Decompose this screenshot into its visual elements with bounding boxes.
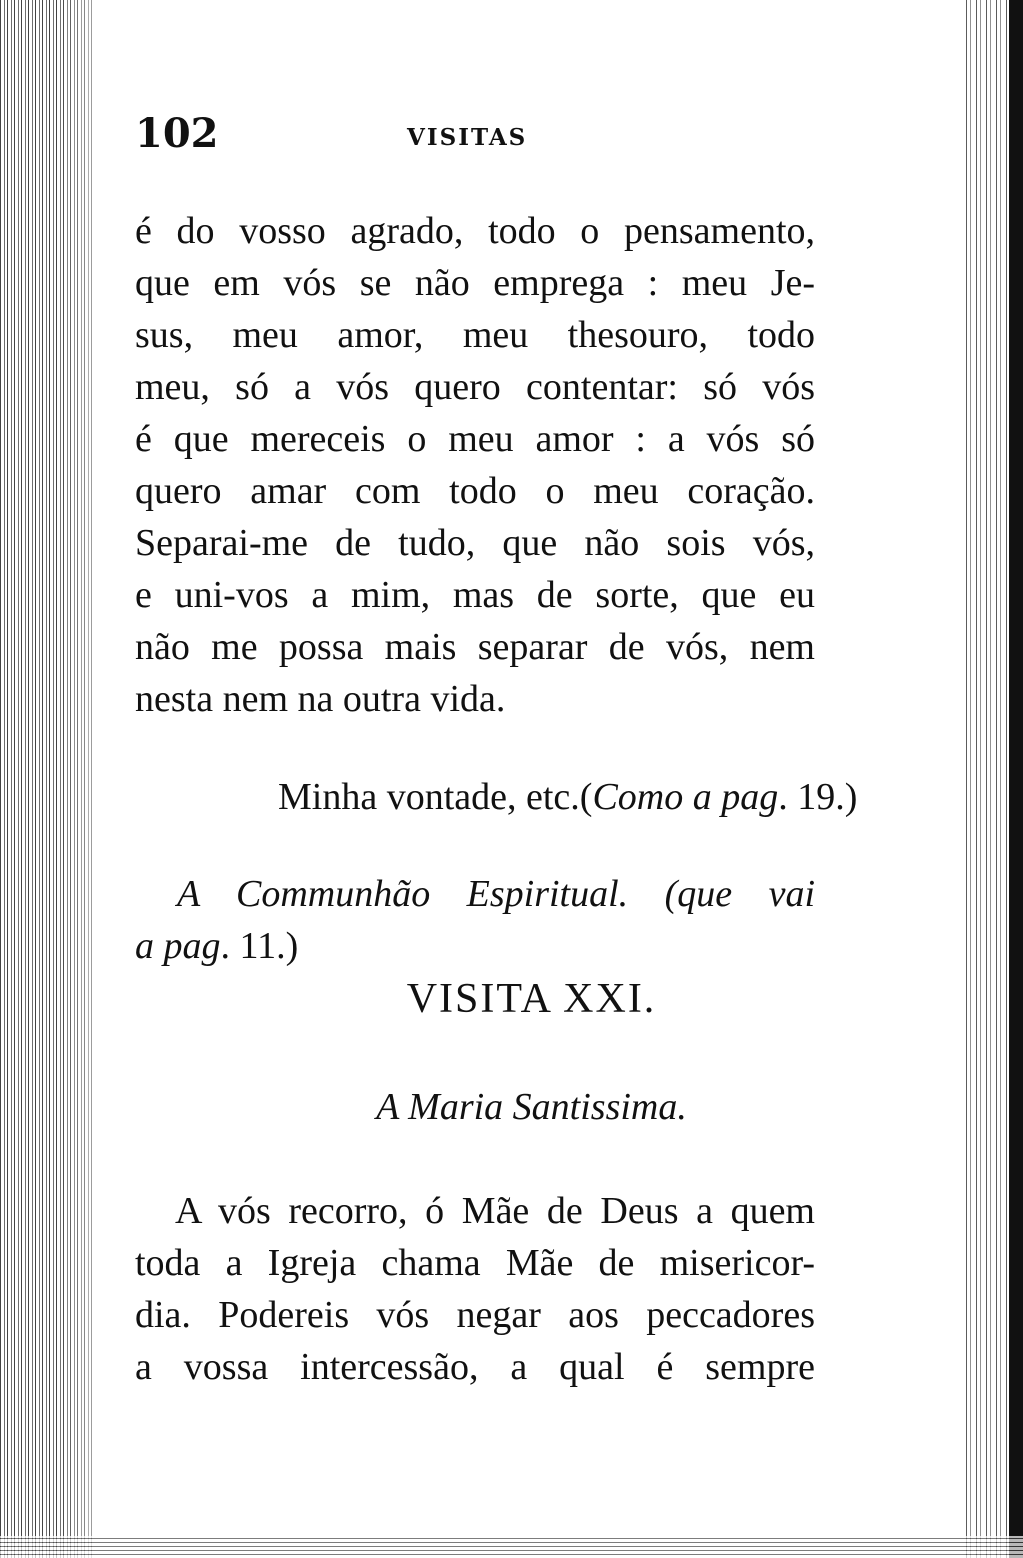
italic-reference: Como a pag	[592, 776, 779, 818]
text-line: Separai-me de tudo, que não sois vós,	[135, 522, 815, 564]
text-line: meu, só a vós quero contentar: só vós	[135, 366, 815, 408]
text-line: não me possa mais separar de vós, nem	[135, 626, 815, 668]
text-line: e uni-vos a mim, mas de sorte, que eu	[135, 574, 815, 616]
page-edge-shadow	[1009, 0, 1023, 1558]
communhao-line	[135, 868, 815, 972]
body-text-2	[135, 1185, 815, 1393]
text-line: a vossa intercessão, a qual é sempre	[135, 1346, 815, 1388]
minha-vontade-line: Minha vontade, etc.(Como a pag. 19.)	[278, 776, 858, 818]
page-header	[135, 110, 655, 160]
section-title: VISITA XXI.	[406, 976, 657, 1022]
page-edge-bottom	[0, 1536, 1023, 1558]
text-line: é do vosso agrado, todo o pensamento,	[135, 210, 815, 252]
communhao-reference: a pag. 11.)	[135, 925, 299, 967]
text-line: sus, meu amor, meu thesouro, todo	[135, 314, 815, 356]
communhao-text: A Communhão Espiritual. (que vai	[177, 873, 815, 915]
text-line: é que mereceis o meu amor : a vós só	[135, 418, 815, 460]
text-line: A vós recorro, ó Mãe de Deus a quem	[175, 1190, 815, 1232]
running-head: VISITAS	[407, 124, 528, 151]
page-edge-fade	[60, 0, 100, 1558]
text-line: dia. Podereis vós negar aos peccadores	[135, 1294, 815, 1336]
body-text	[135, 205, 815, 725]
text-line: quero amar com todo o meu coração.	[135, 470, 815, 512]
page-number: 102	[135, 110, 219, 157]
section-subtitle: A Maria Santissima.	[376, 1086, 687, 1128]
text-line: nesta nem na outra vida.	[135, 678, 506, 720]
text-line: que em vós se não emprega : meu Je-	[135, 262, 815, 304]
text-line: toda a Igreja chama Mãe de misericor-	[135, 1242, 815, 1284]
